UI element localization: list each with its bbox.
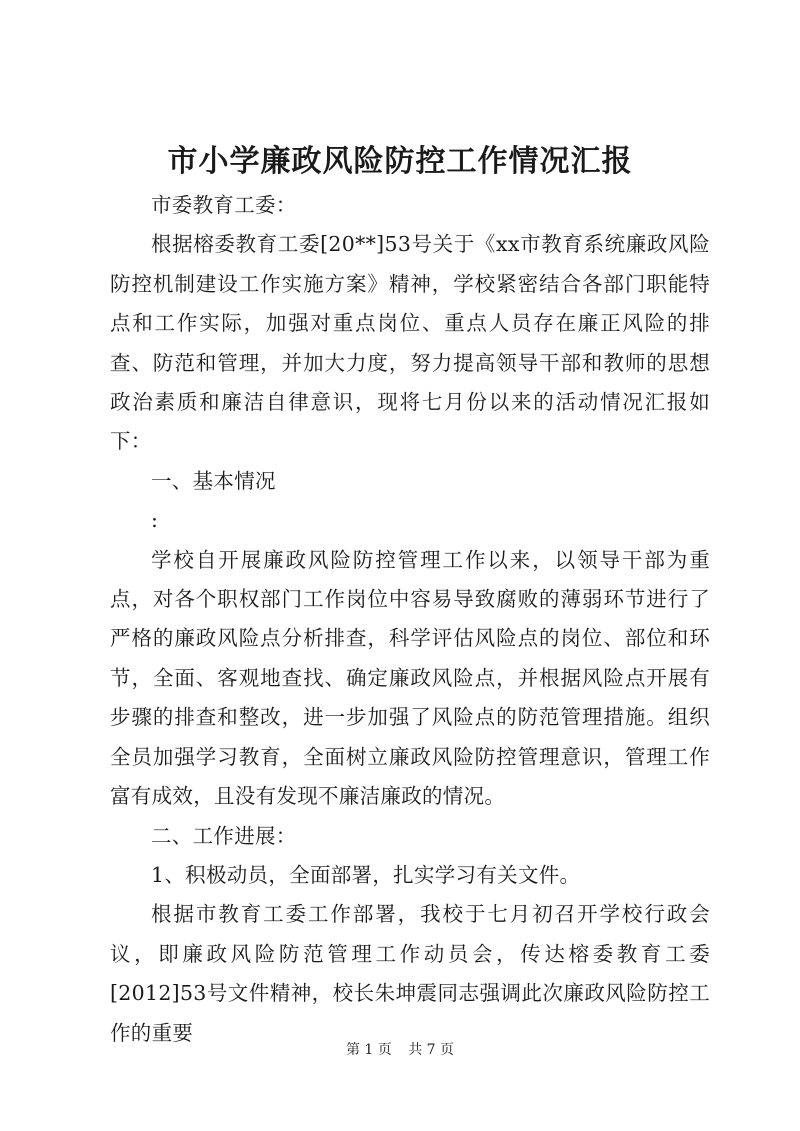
section-heading-progress: 二、工作进展： [151,823,297,848]
page-number: 第 1 页 [345,1042,392,1058]
total-pages: 共 7 页 [408,1042,455,1058]
page-footer [0,1040,800,1060]
progress-paragraph: 根据市教育工委工作部署，我校于七月初召开学校行政会议，即廉政风险防范管理工作动员会，传达榕委教育工委[2012]53号文件精神，校长朱坤震同志强调此次廉政风险防控工作的重要 [110,902,710,1045]
intro-paragraph: 根据榕委教育工委[20**]53号关于《xx市教育系统廉政风险防控机制建设工作实施方案》精神，学校紧密结合各部门职能特点和工作实际，加强对重点岗位、重点人员存在廉正风险的排查、防范和管理，并加大力度，努力提高领导干部和教师的思想政治素质和廉洁自律意识，现将七月份以来的活动情况汇报如下： [110,232,710,454]
document-title: 市小学廉政风险防控工作情况汇报 [167,144,633,179]
document-body [110,186,710,1053]
salutation: 市委教育工委： [151,193,297,217]
basic-situation-paragraph: 学校自开展廉政风险防控管理工作以来，以领导干部为重点，对各个职权部门工作岗位中容易导致腐败的薄弱环节进行了严格的廉政风险点分析排查，科学评估风险点的岗位、部位和环节，全面、客观地查找、确定廉政风险点，并根据风险点开展有步骤的排查和整改，进一步加强了风险点的防范管理措施。组织全员加强学习教育，全面树立廉政风险防控管理意识，管理工作富有成效，且没有发现不廉洁廉政的情况。 [110,547,710,809]
section-heading-basic: 一、基本情况 [151,468,276,493]
subsection-heading-1: 1、积极动员，全面部署，扎实学习有关文件。 [151,862,581,887]
colon-line: : [151,508,159,533]
